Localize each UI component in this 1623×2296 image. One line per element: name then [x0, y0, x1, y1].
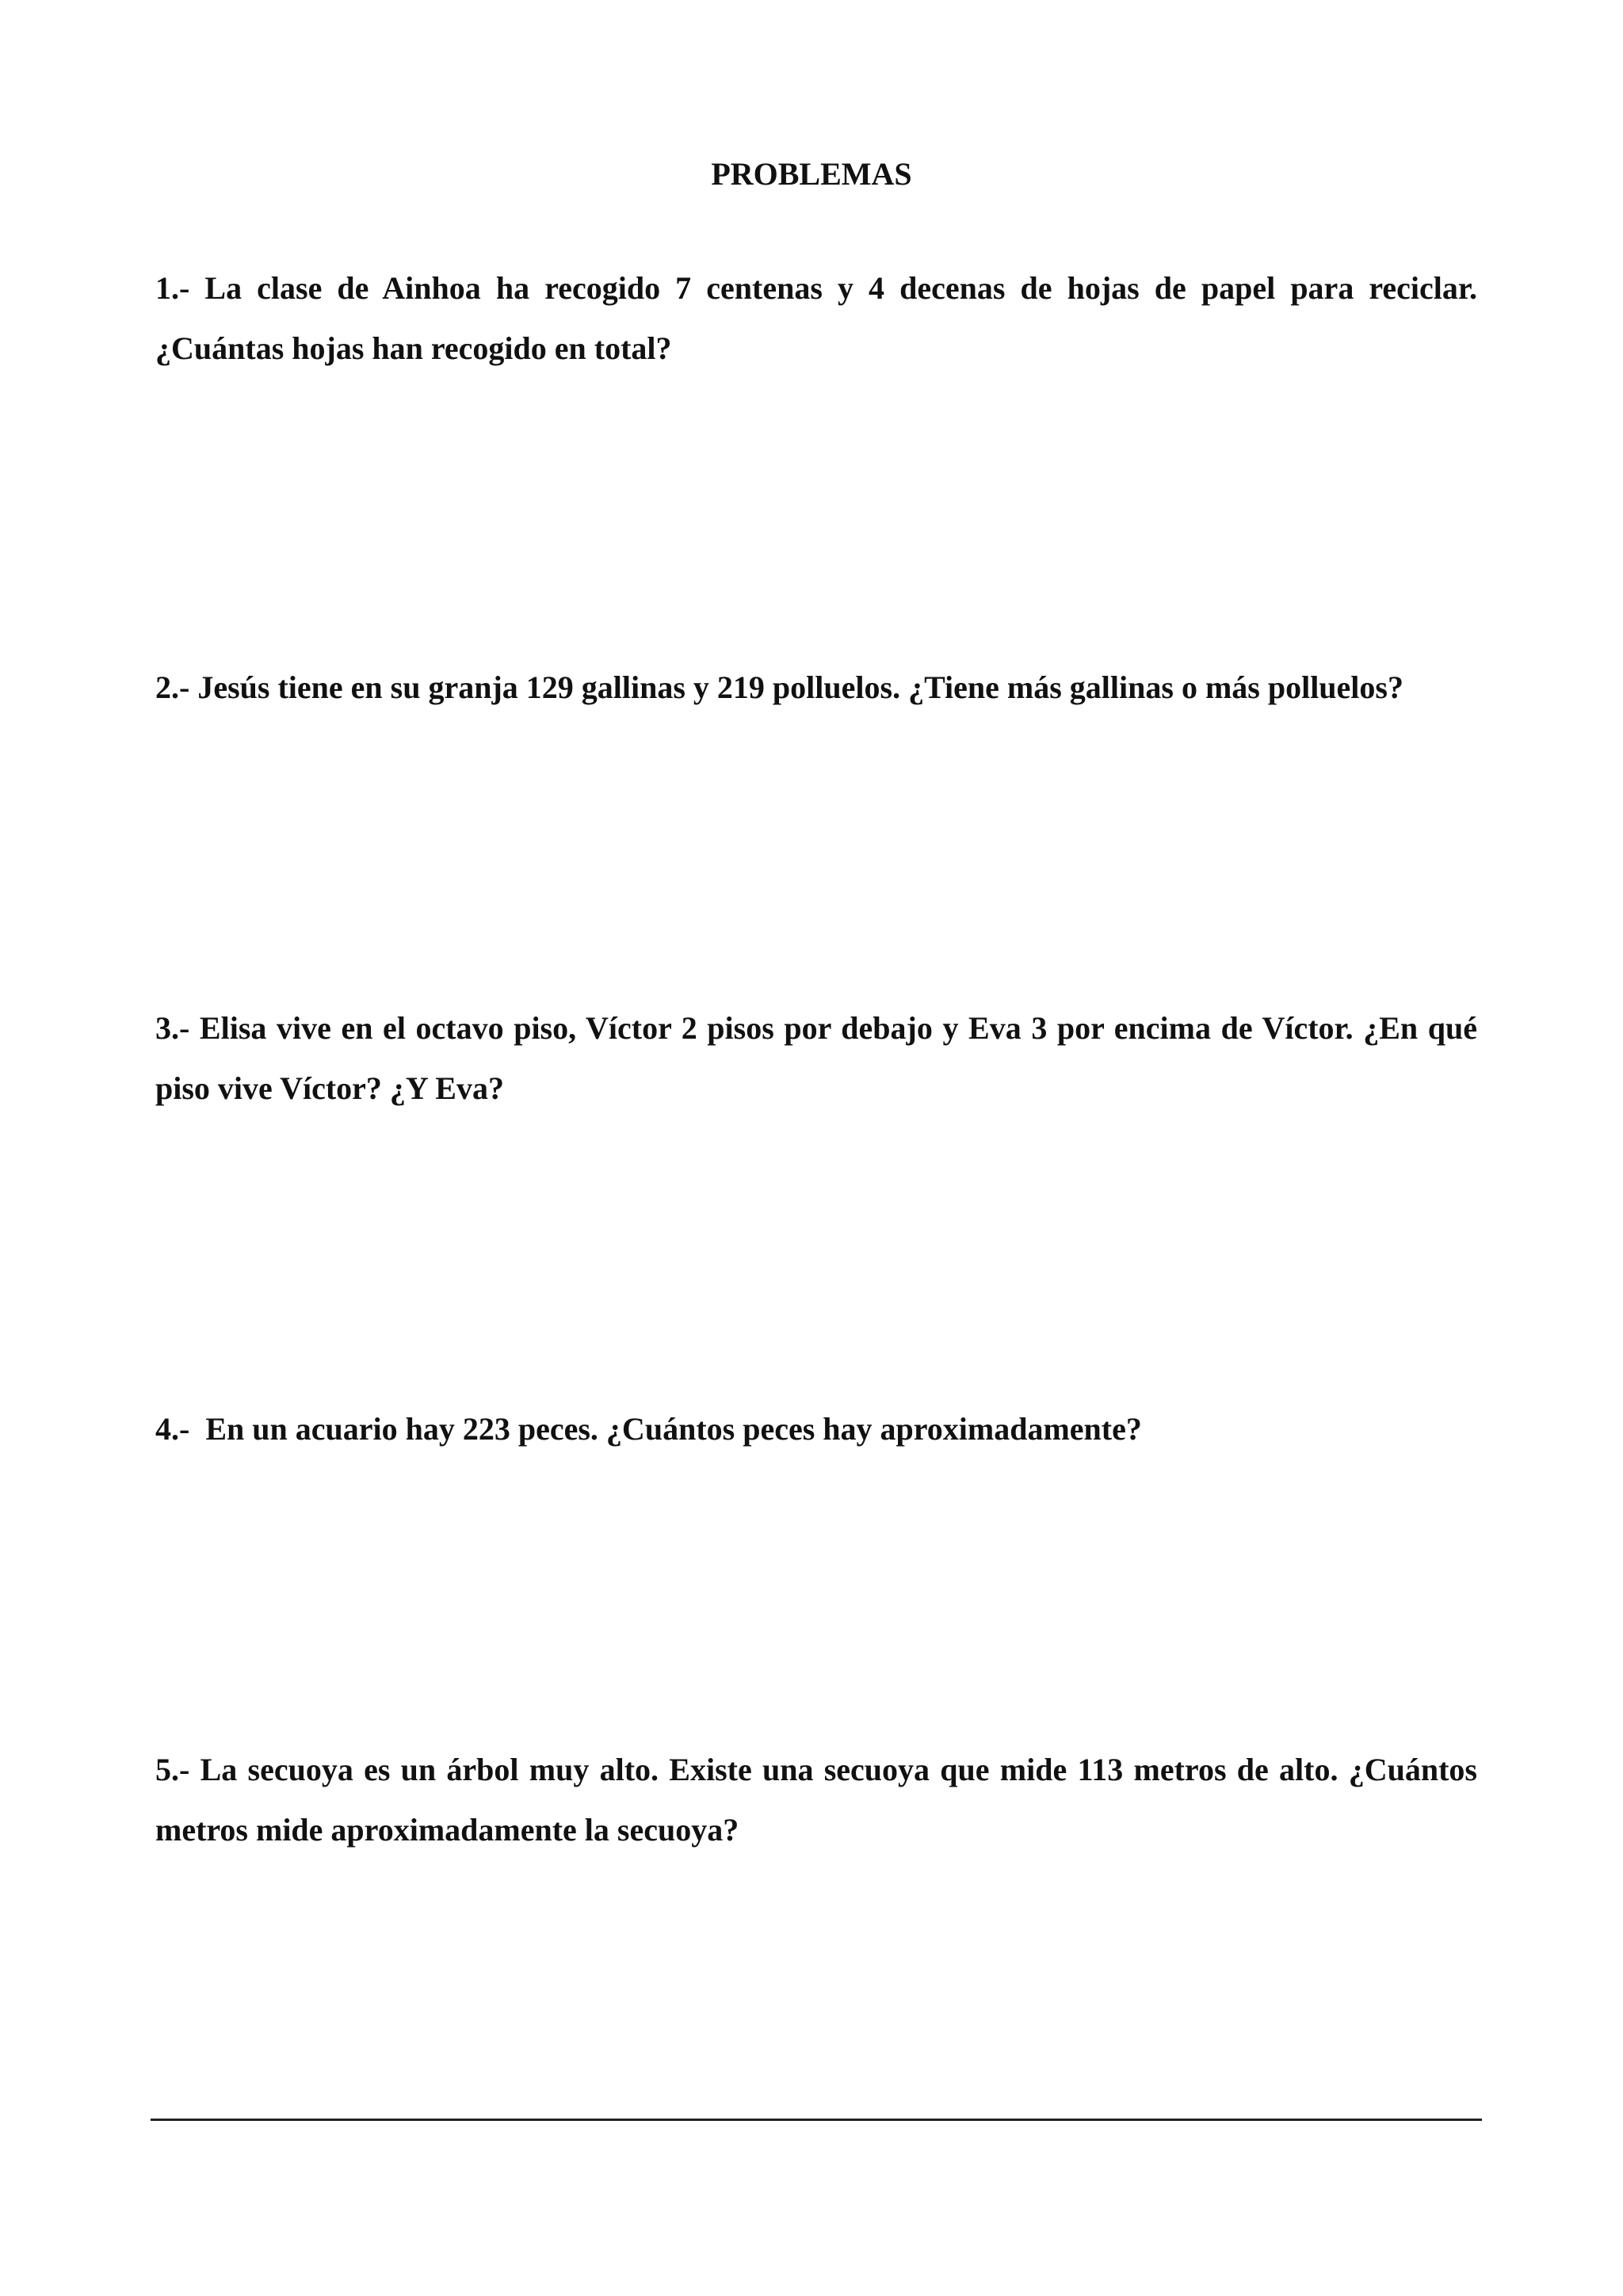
problem-4	[155, 1399, 1477, 1459]
problem-5	[155, 1740, 1477, 1860]
problem-text: La clase de Ainhoa ha recogido 7 centenas y 4 decenas de hojas de papel para reciclar. ¿Cuántas hojas han recogido en total?	[155, 270, 1477, 366]
problem-number: 4.-	[155, 1411, 206, 1447]
problem-text: La secuoya es un árbol muy alto. Existe una secuoya que mide 113 metros de alto. ¿Cuántos metros mide aproximadamente la secuoya?	[155, 1752, 1477, 1848]
problem-text: En un acuario hay 223 peces. ¿Cuántos peces hay aproximadamente?	[205, 1411, 1142, 1447]
problem-number: 3.-	[155, 1010, 200, 1046]
problem-number: 5.-	[155, 1752, 200, 1787]
problem-2	[155, 658, 1477, 718]
page-title: PROBLEMAS	[711, 156, 912, 192]
problem-text: Jesús tiene en su granja 129 gallinas y 219 polluelos. ¿Tiene más gallinas o más polluelos?	[197, 669, 1403, 705]
problem-3	[155, 998, 1477, 1119]
footer-divider	[151, 2119, 1482, 2121]
problem-number: 1.-	[155, 270, 205, 306]
problem-number: 2.-	[155, 669, 198, 705]
problem-1	[155, 258, 1477, 379]
problem-text: Elisa vive en el octavo piso, Víctor 2 pisos por debajo y Eva 3 por encima de Víctor. ¿En qué piso vive Víctor? ¿Y Eva?	[155, 1010, 1477, 1106]
